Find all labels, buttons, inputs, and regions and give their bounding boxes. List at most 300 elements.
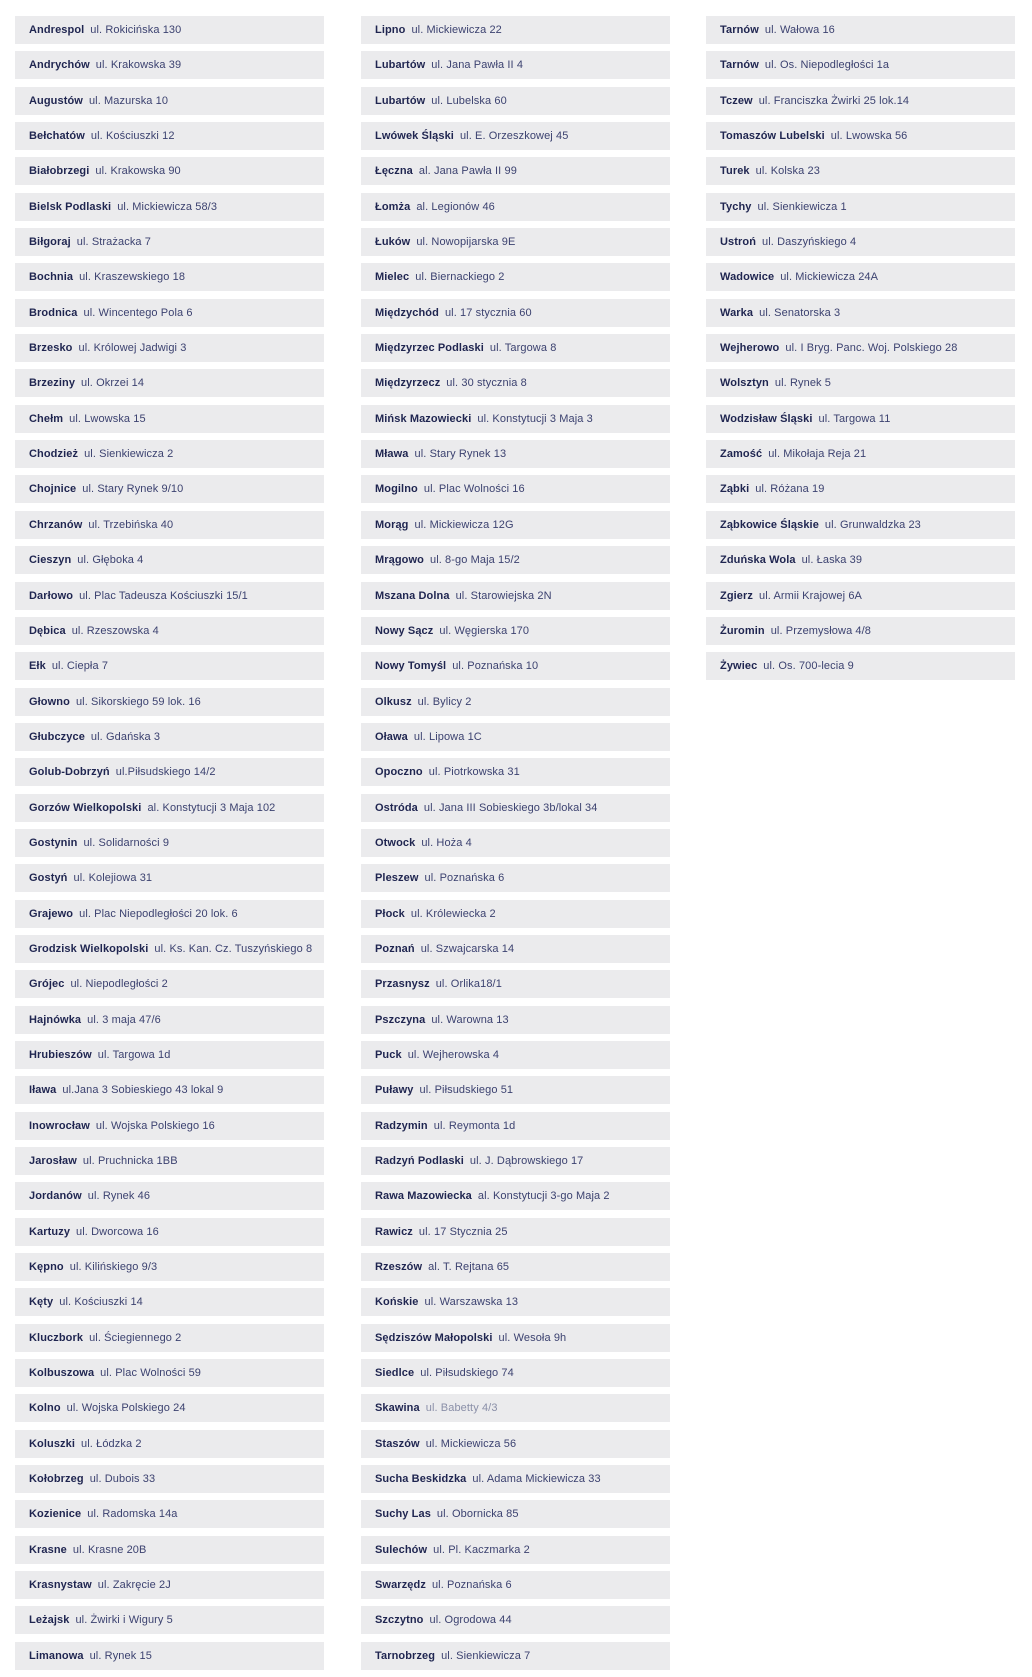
location-item [361,405,670,433]
location-city: Leżajsk [29,1614,70,1627]
location-item [15,582,324,610]
location-city: Grodzisk Wielkopolski [29,942,149,955]
location-item [361,1182,670,1210]
location-address: ul. Kościuszki 12 [90,130,175,143]
location-column-3 [706,16,1015,688]
location-item [706,511,1015,539]
location-city: Mszana Dolna [375,589,450,602]
location-address: ul. Lwowska 15 [69,412,146,425]
location-city: Żuromin [720,624,765,637]
location-address: ul. Plac Wolności 16 [423,483,525,496]
location-city: Skawina [375,1402,420,1415]
location-column-1 [15,16,324,1677]
location-address: al. Legionów 46 [416,200,495,213]
location-item [15,900,324,928]
location-city: Zgierz [720,589,753,602]
location-item [361,1465,670,1493]
location-city: Krasnystaw [29,1579,92,1592]
location-address: ul. Pruchnicka 1BB [82,1155,178,1167]
location-address: ul. Daszyńskiego 4 [762,236,857,249]
location-item [15,299,324,327]
location-city: Chodzież [29,448,79,461]
location-city: Olkusz [375,695,412,708]
location-address: ul. Wojska Polskiego 16 [95,1119,215,1132]
location-item [361,1288,670,1316]
location-city: Siedlce [375,1367,415,1380]
location-column-2 [361,16,670,1677]
location-address: ul. Radomska 14a [87,1508,178,1521]
location-address: ul. Biernackiego 2 [415,271,505,284]
location-item [15,723,324,751]
location-city: Chojnice [29,483,77,496]
location-item [15,51,324,79]
location-address: ul. Poznańska 6 [431,1579,512,1592]
location-city: Głowno [29,695,70,708]
location-item [706,617,1015,645]
location-city: Ełk [29,660,46,673]
location-address: ul. Stary Rynek 9/10 [82,483,184,496]
location-city: Mława [375,448,409,461]
location-address: ul. Kolejiowa 31 [73,872,153,885]
location-item [361,900,670,928]
location-city: Limanowa [29,1649,84,1662]
location-city: Głubczyce [29,730,85,743]
location-item [361,440,670,468]
location-item [15,1430,324,1458]
location-item [361,475,670,503]
location-address: ul. Mickiewicza 24A [780,271,879,284]
location-item [361,864,670,892]
location-item [706,299,1015,327]
location-item [15,1642,324,1670]
location-address: ul. Jana Pawła II 4 [431,59,524,72]
location-item [706,51,1015,79]
location-address: ul. Solidarności 9 [83,836,170,849]
location-item [15,1147,324,1175]
location-item [15,193,324,221]
location-item [15,16,324,44]
location-item [361,87,670,115]
location-city: Radzyń Podlaski [375,1155,464,1167]
location-city: Inowrocław [29,1119,90,1132]
location-item [15,758,324,786]
location-address: ul. Lubelska 60 [431,94,507,107]
location-city: Opoczno [375,766,423,779]
location-item [361,1147,670,1175]
location-item [361,369,670,397]
location-city: Brzeziny [29,377,76,390]
location-city: Darłowo [29,589,74,602]
location-address: ul. Franciszka Żwirki 25 lok.14 [758,94,910,107]
location-address: ul. Plac Niepodległości 20 lok. 6 [79,907,238,920]
location-city: Łuków [375,236,411,249]
location-address: ul. Adama Mickiewicza 33 [472,1473,601,1486]
location-item [15,1359,324,1387]
location-city: Końskie [375,1296,419,1309]
location-city: Rawa Mazowiecka [375,1190,472,1203]
location-item [15,1182,324,1210]
location-city: Tarnów [720,24,759,36]
location-address: ul. Ogrodowa 44 [429,1614,512,1627]
location-city: Kozienice [29,1508,82,1521]
location-city: Tomaszów Lubelski [720,130,825,143]
location-address: ul. Łódzka 2 [81,1437,142,1450]
location-item [361,1076,670,1104]
location-address: al. Jana Pawła II 99 [418,165,517,178]
location-address: ul. Krasne 20B [72,1543,147,1556]
location-item [361,16,670,44]
location-address: ul. 30 stycznia 8 [446,377,527,390]
location-address: ul. E. Orzeszkowej 45 [459,130,569,143]
location-address: ul. Targowa 8 [489,342,557,355]
location-item [15,228,324,256]
location-city: Hajnówka [29,1013,82,1026]
location-city: Gostynin [29,836,78,849]
location-address: al. Konstytucji 3-go Maja 2 [477,1190,610,1203]
location-address: ul. Strażacka 7 [76,236,152,249]
location-address: ul. Bylicy 2 [417,695,472,708]
location-item [361,1253,670,1281]
location-address: ul. Poznańska 10 [452,660,539,673]
location-city: Ząbkowice Śląskie [720,518,819,531]
location-city: Mogilno [375,483,418,496]
location-item [15,1253,324,1281]
location-city: Gostyń [29,872,68,885]
location-city: Mrągowo [375,554,424,567]
location-city: Kartuzy [29,1225,71,1238]
location-city: Jordanów [29,1190,82,1203]
location-city: Kolno [29,1402,61,1415]
location-item [361,1606,670,1634]
location-address: ul. Nowopijarska 9E [416,236,516,249]
location-item [361,1112,670,1140]
location-item [15,652,324,680]
location-city: Międzyrzec Podlaski [375,342,484,355]
location-city: Puławy [375,1084,414,1097]
location-address: ul. Zakręcie 2J [97,1579,171,1592]
location-city: Suchy Las [375,1508,431,1521]
location-city: Grójec [29,978,65,991]
location-item [706,546,1015,574]
location-item [361,1642,670,1670]
location-address: ul. Reymonta 1d [433,1119,516,1132]
location-address: ul. Os. Niepodległości 1a [764,59,890,72]
location-city: Bielsk Podlaski [29,200,112,213]
location-address: ul. Ks. Kan. Cz. Tuszyńskiego 8 [154,942,313,955]
location-item [15,369,324,397]
location-item [15,546,324,574]
location-item [15,1218,324,1246]
location-city: Zamość [720,448,763,461]
location-city: Cieszyn [29,554,72,567]
location-address: ul. Krakowska 39 [95,59,182,72]
location-item [361,299,670,327]
location-address: ul. Babetty 4/3 [425,1402,498,1415]
location-address: ul. Różana 19 [755,483,825,496]
location-city: Andrespol [29,24,85,36]
location-address: ul. Mazurska 10 [88,94,169,107]
location-city: Łomża [375,200,411,213]
location-address: ul. Okrzei 14 [81,377,145,390]
location-address: ul. Kraszewskiego 18 [79,271,186,284]
location-city: Biłgoraj [29,236,71,249]
location-city: Golub-Dobrzyń [29,766,110,779]
location-address: ul. Jana III Sobieskiego 3b/lokal 34 [423,801,598,814]
location-city: Tarnów [720,59,759,72]
location-address: ul. Lipowa 1C [413,730,482,743]
location-item [15,1076,324,1104]
location-item [15,794,324,822]
location-address: al. Konstytucji 3 Maja 102 [147,801,276,814]
location-city: Sulechów [375,1543,428,1556]
location-address: ul. Mickiewicza 22 [411,24,502,36]
location-address: ul. Senatorska 3 [759,306,841,319]
location-address: ul. Trzebińska 40 [88,518,174,531]
location-city: Brzesko [29,342,73,355]
location-item [15,1288,324,1316]
location-item [15,1394,324,1422]
location-item [361,1041,670,1069]
location-city: Bełchatów [29,130,85,143]
location-item [15,405,324,433]
location-city: Międzyrzecz [375,377,441,390]
location-address: ul. Kilińskiego 9/3 [69,1261,158,1274]
location-city: Wejherowo [720,342,780,355]
location-item [15,1324,324,1352]
location-city: Międzychód [375,306,439,319]
location-city: Ząbki [720,483,750,496]
location-address: ul. Obornicka 85 [436,1508,519,1521]
location-address: ul. Kościuszki 14 [59,1296,143,1309]
location-city: Rawicz [375,1225,413,1238]
location-city: Ostróda [375,801,418,814]
location-item [15,511,324,539]
location-item [361,263,670,291]
location-address: ul. Rzeszowska 4 [71,624,159,637]
location-city: Mielec [375,271,410,284]
location-address: ul. I Bryg. Panc. Woj. Polskiego 28 [785,342,958,355]
location-item [361,1324,670,1352]
location-address: ul. Sienkiewicza 7 [441,1649,531,1662]
location-item [706,440,1015,468]
location-item [15,1500,324,1528]
location-item [361,511,670,539]
location-city: Staszów [375,1437,420,1450]
location-item [706,87,1015,115]
location-city: Białobrzegi [29,165,90,178]
location-city: Chrzanów [29,518,83,531]
location-address: ul. Plac Wolności 59 [100,1367,202,1380]
location-item [361,970,670,998]
location-city: Tczew [720,94,753,107]
location-city: Nowy Sącz [375,624,434,637]
location-city: Augustów [29,94,83,107]
location-address: ul. Mickiewicza 58/3 [117,200,218,213]
location-item [361,758,670,786]
location-item [706,228,1015,256]
location-city: Sędziszów Małopolski [375,1331,493,1344]
location-address: ul. Mikołaja Reja 21 [768,448,867,461]
location-city: Pleszew [375,872,419,885]
location-item [706,157,1015,185]
location-address: ul.Piłsudskiego 14/2 [115,766,216,779]
location-address: ul. Rynek 5 [774,377,832,390]
location-city: Krasne [29,1543,67,1556]
location-item [706,122,1015,150]
location-address: ul. Piotrkowska 31 [428,766,520,779]
location-city: Kolbuszowa [29,1367,95,1380]
location-item [361,157,670,185]
location-city: Szczytno [375,1614,424,1627]
location-item [15,334,324,362]
location-item [15,864,324,892]
location-address: ul. Armii Krajowej 6A [759,589,862,602]
location-address: ul. J. Dąbrowskiego 17 [469,1155,584,1167]
location-city: Bochnia [29,271,74,284]
location-city: Swarzędz [375,1579,426,1592]
location-address: ul. Starowiejska 2N [455,589,552,602]
location-city: Morąg [375,518,409,531]
location-address: ul. Królowej Jadwigi 3 [78,342,187,355]
location-item [706,334,1015,362]
location-item [706,475,1015,503]
location-address: ul. Wojska Polskiego 24 [66,1402,186,1415]
location-city: Grajewo [29,907,74,920]
location-item [361,794,670,822]
location-item [15,829,324,857]
location-item [361,582,670,610]
location-city: Hrubieszów [29,1048,92,1061]
location-item [706,582,1015,610]
location-address: ul. Piłsudskiego 74 [420,1367,514,1380]
location-item [706,369,1015,397]
location-address: ul. Rynek 46 [87,1190,151,1203]
location-city: Tarnobrzeg [375,1649,436,1662]
location-city: Dębica [29,624,66,637]
location-address: ul. Głęboka 4 [77,554,144,567]
location-address: ul. Ciepła 7 [51,660,109,673]
location-address: ul. Konstytucji 3 Maja 3 [477,412,593,425]
location-address: ul. Ściegiennego 2 [89,1331,182,1344]
location-city: Kępno [29,1261,64,1274]
location-city: Sucha Beskidzka [375,1473,467,1486]
location-item [361,617,670,645]
location-address: ul. 17 stycznia 60 [444,306,532,319]
location-address: ul. Przemysłowa 4/8 [770,624,872,637]
location-address: ul. Węgierska 170 [439,624,530,637]
location-city: Andrychów [29,59,90,72]
location-city: Tychy [720,200,752,213]
location-item [15,87,324,115]
location-address: ul. Wejherowska 4 [407,1048,500,1061]
location-city: Wolsztyn [720,377,769,390]
location-item [361,1394,670,1422]
location-item [361,1536,670,1564]
location-address: ul. Os. 700-lecia 9 [763,660,854,673]
location-address: ul. 17 Stycznia 25 [418,1225,508,1238]
location-address: ul. Kolska 23 [755,165,820,178]
location-address: ul. Targowa 11 [818,412,891,425]
location-item [15,970,324,998]
location-item [361,51,670,79]
location-address: ul. Żwirki i Wigury 5 [75,1614,173,1627]
location-item [15,263,324,291]
location-address: ul. Dubois 33 [89,1473,156,1486]
location-city: Turek [720,165,750,178]
location-item [15,1112,324,1140]
location-city: Mińsk Mazowiecki [375,412,472,425]
location-address: ul. Szwajcarska 14 [420,942,515,955]
location-address: al. T. Rejtana 65 [428,1261,510,1274]
location-address: ul. Grunwaldzka 23 [824,518,921,531]
location-item [706,652,1015,680]
location-city: Warka [720,306,754,319]
location-item [706,263,1015,291]
location-item [15,617,324,645]
location-address: ul. Stary Rynek 13 [414,448,507,461]
location-address: ul. Krakowska 90 [95,165,181,178]
location-address: ul. Pl. Kaczmarka 2 [433,1543,530,1556]
location-address: ul. Orlika18/1 [435,978,502,991]
location-address: ul. Królewiecka 2 [410,907,496,920]
location-city: Wodzisław Śląski [720,412,813,425]
location-item [15,122,324,150]
location-address: ul. 3 maja 47/6 [87,1013,161,1026]
location-city: Kluczbork [29,1331,84,1344]
location-item [15,1606,324,1634]
location-city: Lubartów [375,94,426,107]
location-address: ul. Rynek 15 [89,1649,152,1662]
location-address: ul. Sikorskiego 59 lok. 16 [75,695,201,708]
location-address: ul. Gdańska 3 [90,730,161,743]
location-address: ul. Sienkiewicza 2 [84,448,174,461]
location-city: Otwock [375,836,416,849]
location-item [361,723,670,751]
location-item [361,935,670,963]
location-item [15,1041,324,1069]
location-address: ul. Mickiewicza 12G [414,518,514,531]
location-address: ul. Warowna 13 [431,1013,509,1026]
location-city: Żywiec [720,660,758,673]
location-item [15,440,324,468]
location-address: ul. Rokicińska 130 [90,24,182,36]
location-address: ul. Dworcowa 16 [76,1225,159,1238]
location-item [361,546,670,574]
location-address: ul. Poznańska 6 [424,872,505,885]
location-address: ul. Hoża 4 [421,836,472,849]
location-item [15,1465,324,1493]
location-address: ul. Mickiewicza 56 [425,1437,517,1450]
location-address: ul. Targowa 1d [97,1048,171,1061]
location-address: ul. Warszawska 13 [424,1296,519,1309]
location-address: ul. Łaska 39 [801,554,863,567]
location-address: ul. Wesoła 9h [498,1331,567,1344]
location-address: ul.Jana 3 Sobieskiego 43 lokal 9 [62,1084,224,1097]
location-item [706,405,1015,433]
location-item [361,652,670,680]
location-item [361,1571,670,1599]
location-item [15,935,324,963]
location-item [15,688,324,716]
location-city: Kołobrzeg [29,1473,84,1486]
location-city: Jarosław [29,1155,77,1167]
location-item [15,1536,324,1564]
location-address: ul. Lwowska 56 [830,130,908,143]
location-city: Radzymin [375,1119,428,1132]
location-city: Oława [375,730,408,743]
location-item [361,1359,670,1387]
location-city: Łęczna [375,165,413,178]
